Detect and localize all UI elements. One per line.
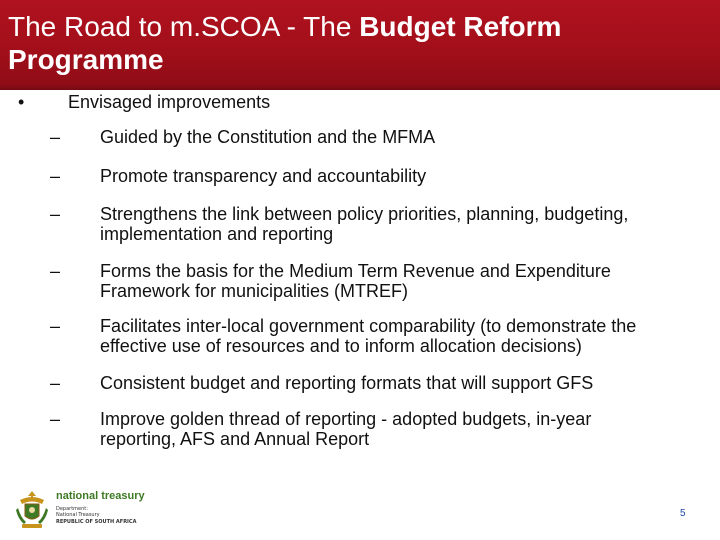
sub-bullet-dash: – [50, 127, 61, 147]
sub-bullet-line: effective use of resources and to inform allocation decisions) [100, 336, 582, 356]
sub-bullet-line: Guided by the Constitution and the MFMA [100, 127, 436, 147]
sub-bullet-dash: – [50, 316, 61, 336]
sub-bullet-item [100, 373, 700, 393]
sub-bullet-item [100, 409, 700, 449]
sub-bullet-item [100, 204, 700, 244]
main-bullet-marker: • [18, 92, 25, 112]
sub-bullet-dash: – [50, 166, 61, 186]
sub-bullet-line: Framework for municipalities (MTREF) [100, 281, 409, 301]
sub-bullet-line: Consistent budget and reporting formats that will support GFS [100, 373, 594, 393]
sub-bullet-line: Facilitates inter-local government comparability (to demonstrate the [100, 316, 637, 336]
org-line: National Treasury [56, 512, 100, 518]
sub-bullet-dash: – [50, 261, 61, 281]
coat-of-arms-icon [12, 488, 52, 532]
national-treasury-logo [12, 488, 162, 532]
sub-bullet-line: Improve golden thread of reporting - adopted budgets, in-year [100, 409, 592, 429]
slide-title-bold: Budget Reform Programme [8, 11, 562, 75]
sub-bullet-line: reporting, AFS and Annual Report [100, 429, 370, 449]
org-name: national treasury [56, 490, 145, 502]
sub-bullet-line: Promote transparency and accountability [100, 166, 427, 186]
sub-bullet-dash: – [50, 204, 61, 224]
sub-bullet-dash: – [50, 373, 61, 393]
main-bullet-heading: Envisaged improvements [68, 92, 271, 112]
sub-bullet-item [100, 316, 700, 356]
sub-bullet-dash: – [50, 409, 61, 429]
sub-bullet-line: implementation and reporting [100, 224, 334, 244]
sub-bullet-item [100, 261, 700, 301]
title-bar [0, 0, 720, 90]
slide-title-regular: The Road to m.SCOA - The [8, 11, 360, 42]
sub-bullet-line: Strengthens the link between policy priorities, planning, budgeting, [100, 204, 629, 224]
sub-bullet-item [100, 127, 700, 147]
sub-bullet-item [100, 166, 700, 186]
org-line: Department: [56, 506, 88, 512]
org-line: REPUBLIC OF SOUTH AFRICA [56, 519, 137, 525]
sub-bullet-line: Forms the basis for the Medium Term Revenue and Expenditure [100, 261, 611, 281]
slide-title [8, 10, 708, 76]
page-number: 5 [680, 508, 686, 519]
